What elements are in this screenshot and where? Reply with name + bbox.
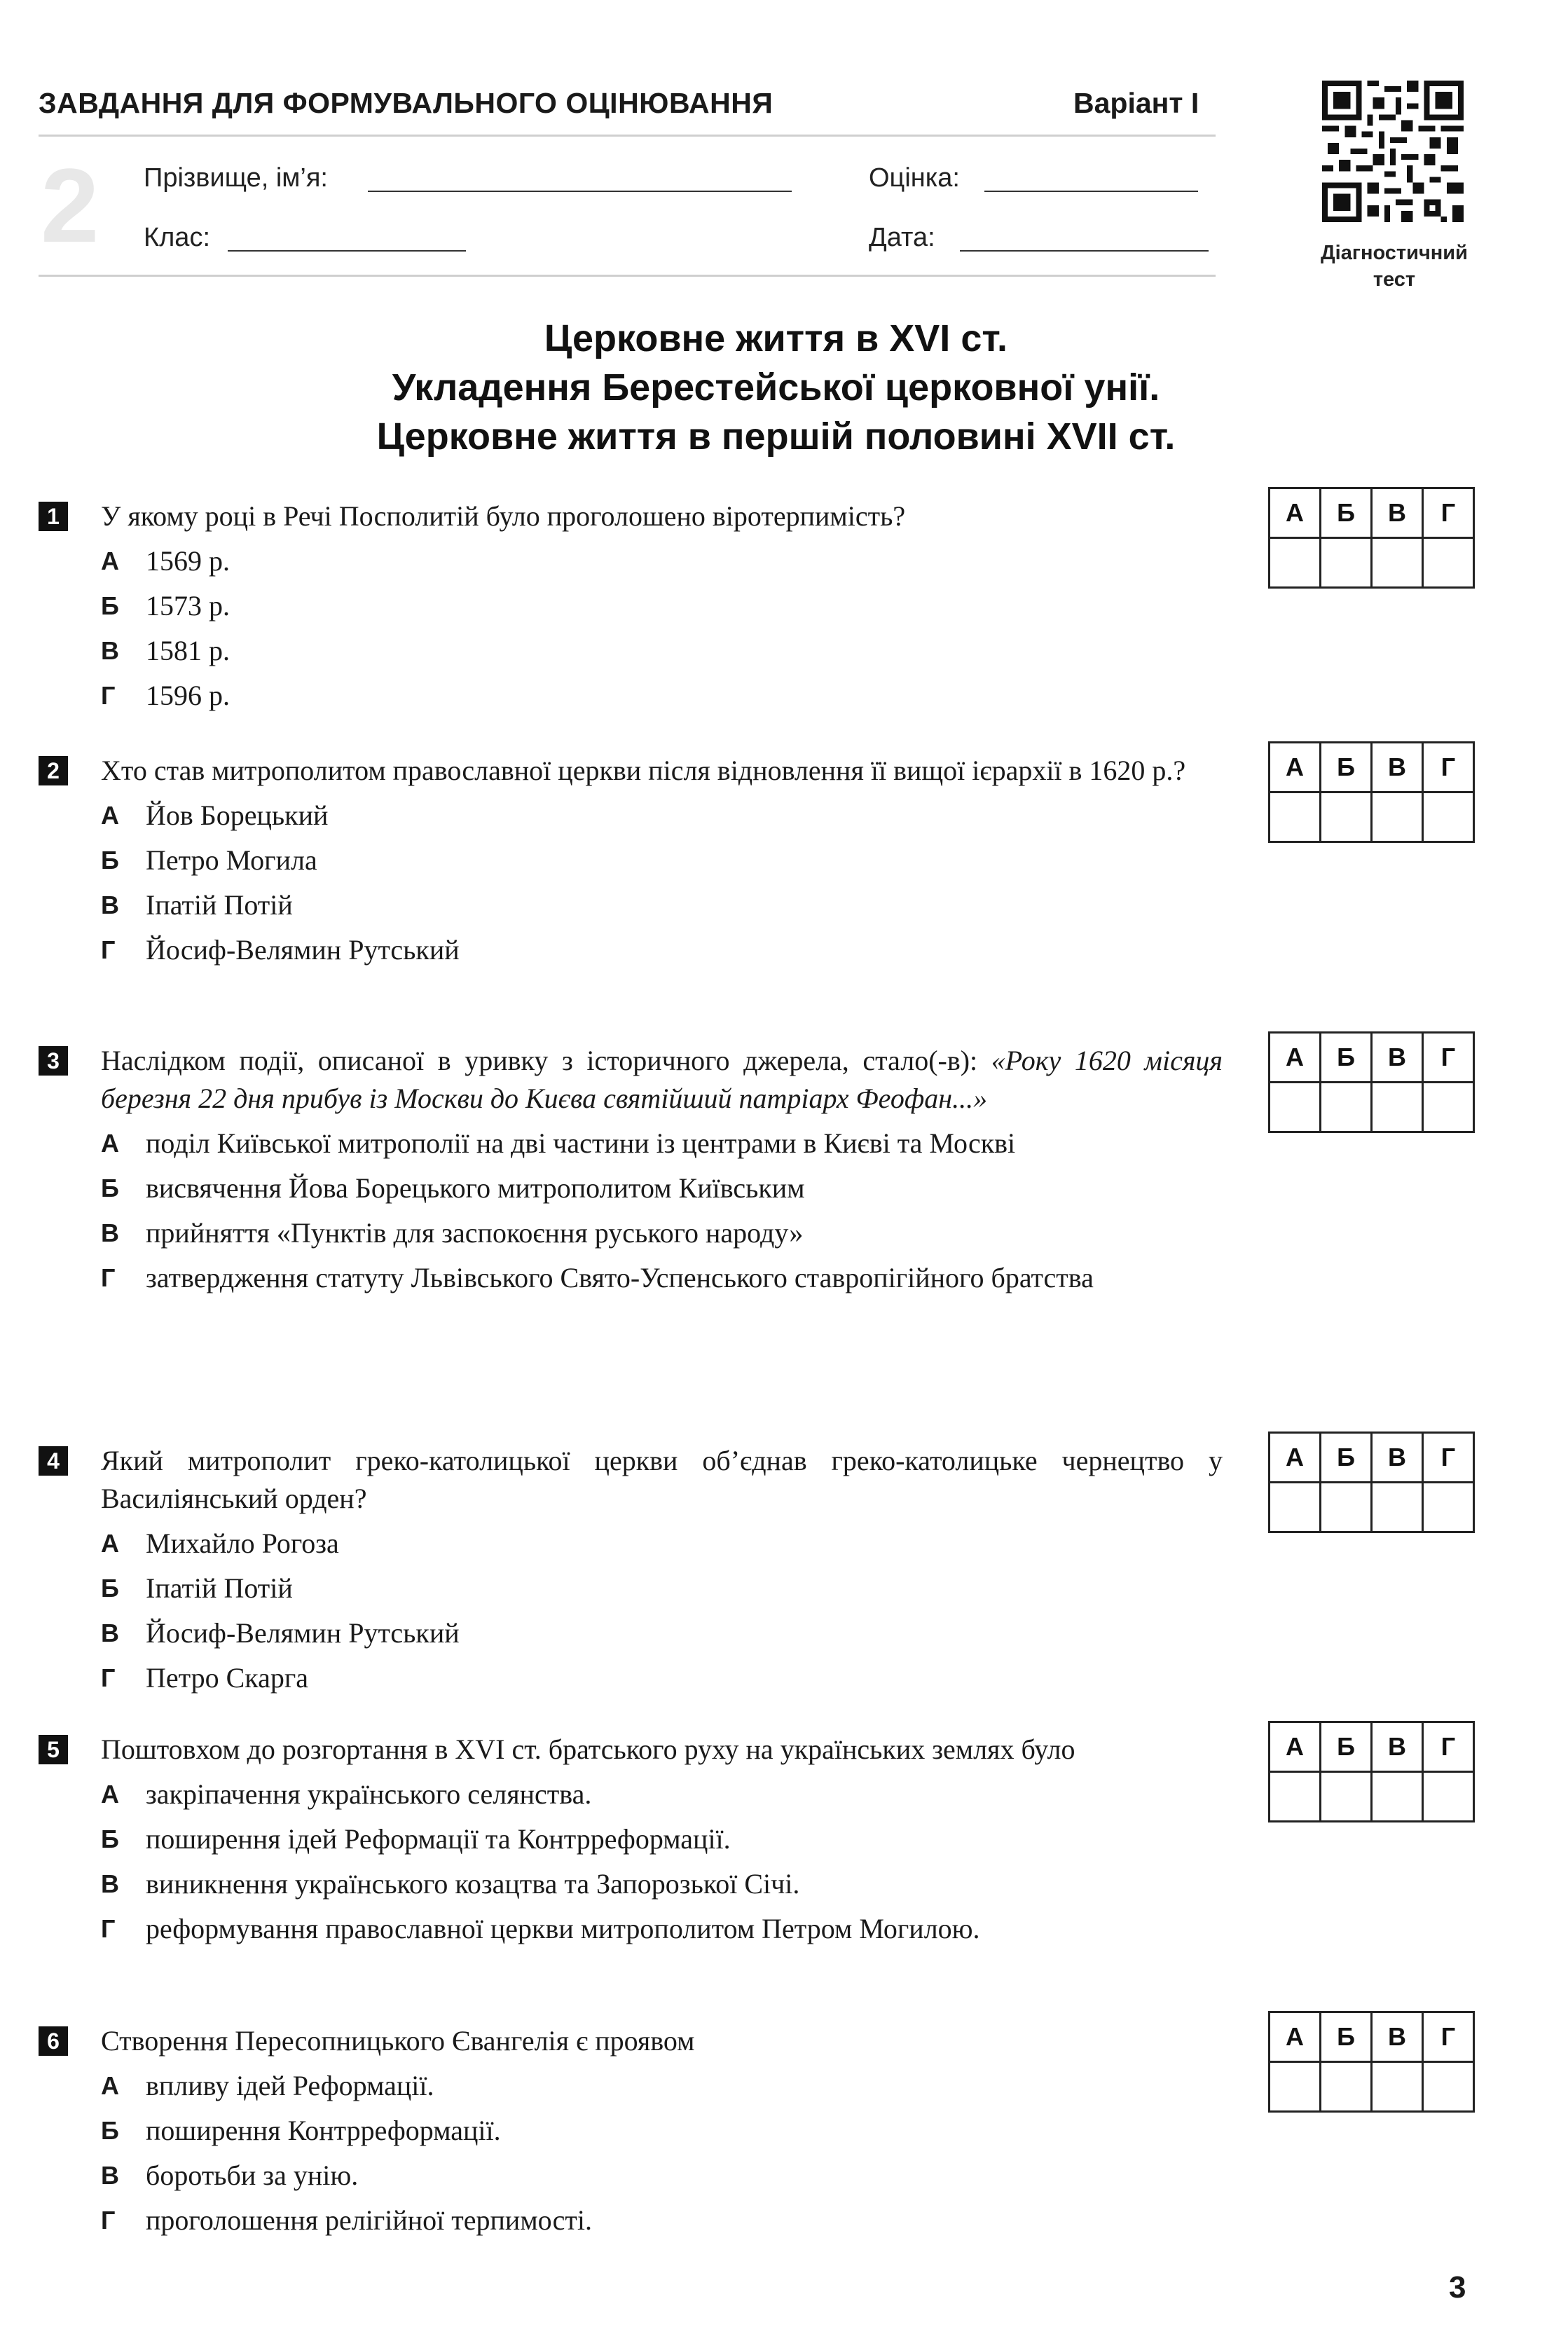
question-number: 2 <box>39 756 68 785</box>
option-letter: В <box>101 636 119 665</box>
option-letter: В <box>101 2161 119 2190</box>
question-4 <box>39 1442 1223 1697</box>
grid-header: А <box>1270 1033 1321 1083</box>
option-letter: А <box>101 1780 119 1808</box>
answer-option-b[interactable] <box>101 587 1223 625</box>
option-letter: В <box>101 1869 119 1898</box>
grid-header: А <box>1270 743 1321 792</box>
answer-cell[interactable] <box>1321 792 1372 842</box>
option-letter: Г <box>101 935 116 964</box>
question-6 <box>39 2022 1223 2239</box>
grid-header: Г <box>1423 743 1474 792</box>
option-text: проголошення релігійної терпимості. <box>146 2204 592 2236</box>
grid-header: В <box>1372 1722 1423 1772</box>
option-text: 1596 р. <box>146 680 230 711</box>
variant-label: Варіант І <box>1073 87 1199 119</box>
class-label: Клас: <box>144 223 210 252</box>
qr-caption-line: Діагностичний <box>1321 242 1468 264</box>
question-text: Хто став митрополитом православної церкви після відновлення її вищої ієрархії в 1620 р.? <box>101 755 1186 786</box>
option-letter: Б <box>101 1574 119 1602</box>
question-text: Створення Пересопницького Євангелія є проявом <box>101 2025 695 2057</box>
grid-header: Г <box>1423 1033 1474 1083</box>
answer-option-a[interactable] <box>101 1125 1223 1162</box>
option-text: 1581 р. <box>146 635 230 666</box>
option-text: 1573 р. <box>146 590 230 622</box>
grid-header: А <box>1270 1433 1321 1483</box>
worksheet-title: ЗАВДАННЯ ДЛЯ ФОРМУВАЛЬНОГО ОЦІНЮВАННЯ <box>39 87 773 119</box>
answer-option-a[interactable] <box>101 1776 1223 1813</box>
grid-header: Г <box>1423 1722 1474 1772</box>
question-number: 3 <box>39 1046 68 1076</box>
option-text: затвердження статуту Львівського Свято-Успенського ставропігійного братства <box>146 1262 1094 1293</box>
option-letter: В <box>101 891 119 919</box>
option-text: Йов Борецький <box>146 799 329 831</box>
question-text: Поштовхом до розгортання в XVI ст. братського руху на українських землях було <box>101 1733 1075 1765</box>
option-text: боротьби за унію. <box>146 2160 359 2191</box>
qr-code-icon[interactable] <box>1322 81 1464 222</box>
option-letter: А <box>101 1129 119 1158</box>
answer-cell[interactable] <box>1321 1083 1372 1132</box>
grid-header: Б <box>1321 2012 1372 2062</box>
option-letter: Б <box>101 591 119 620</box>
answer-option-b[interactable] <box>101 1169 1223 1207</box>
answer-option-c[interactable] <box>101 1214 1223 1252</box>
option-letter: В <box>101 1619 119 1647</box>
answer-grid-5 <box>1268 1721 1475 1822</box>
question-text: Який митрополит греко-католицької церкви об’єднав греко-католицьке чернецтво у Василіянський орден? <box>101 1445 1223 1514</box>
answer-option-a[interactable] <box>101 2067 1223 2105</box>
answer-grid-6 <box>1268 2011 1475 2113</box>
answer-cell[interactable] <box>1270 1772 1321 1822</box>
question-number: 1 <box>39 502 68 531</box>
grid-header: Г <box>1423 488 1474 538</box>
answer-cell[interactable] <box>1270 2062 1321 2112</box>
question-number: 4 <box>39 1446 68 1476</box>
answer-cell[interactable] <box>1372 792 1423 842</box>
option-text: Йосиф-Велямин Рутський <box>146 934 460 966</box>
grid-header: В <box>1372 488 1423 538</box>
option-text: закріпачення українського селянства. <box>146 1778 592 1810</box>
answer-option-d[interactable] <box>101 931 1223 969</box>
date-field[interactable] <box>960 250 1209 252</box>
answer-cell[interactable] <box>1321 2062 1372 2112</box>
option-letter: Г <box>101 1663 116 1692</box>
option-text: Іпатій Потій <box>146 1572 293 1604</box>
question-5 <box>39 1731 1223 1948</box>
answer-grid-2 <box>1268 741 1475 843</box>
answer-cell[interactable] <box>1423 2062 1474 2112</box>
source-quote: «Року 1620 місяця березня 22 дня прибув із Москви до Києва святійший патріарх Феофан...» <box>101 1045 1223 1114</box>
option-letter: Г <box>101 1263 116 1292</box>
option-text: Михайло Рогоза <box>146 1527 339 1559</box>
answer-option-c[interactable] <box>101 1614 1223 1652</box>
answer-cell[interactable] <box>1423 538 1474 588</box>
name-label: Прізвище, ім’я: <box>144 163 328 193</box>
grid-header: Б <box>1321 488 1372 538</box>
answer-option-d[interactable] <box>101 2202 1223 2239</box>
topic-line: Церковне життя в першій половині XVII ст. <box>376 416 1176 458</box>
answer-cell[interactable] <box>1423 1772 1474 1822</box>
topic-line: Церковне життя в XVI ст. <box>544 317 1008 359</box>
answer-option-c[interactable] <box>101 1865 1223 1903</box>
answer-option-b[interactable] <box>101 842 1223 879</box>
answer-cell[interactable] <box>1423 1083 1474 1132</box>
answer-grid-4 <box>1268 1432 1475 1533</box>
option-letter: А <box>101 1529 119 1558</box>
date-label: Дата: <box>869 223 935 252</box>
answer-grid-1 <box>1268 487 1475 589</box>
option-letter: Б <box>101 2116 119 2145</box>
answer-cell[interactable] <box>1372 1483 1423 1532</box>
grid-header: А <box>1270 1722 1321 1772</box>
answer-option-d[interactable] <box>101 1659 1223 1697</box>
header-bottom-divider <box>39 275 1216 277</box>
name-field[interactable] <box>368 191 792 192</box>
answer-grid-3 <box>1268 1031 1475 1133</box>
grid-header: В <box>1372 1033 1423 1083</box>
question-number: 6 <box>39 2026 68 2056</box>
answer-option-c[interactable] <box>101 2157 1223 2195</box>
answer-option-d[interactable] <box>101 1259 1223 1297</box>
answer-option-b[interactable] <box>101 1570 1223 1607</box>
option-letter: А <box>101 2071 119 2100</box>
option-letter: В <box>101 1218 119 1247</box>
grid-header: Б <box>1321 1433 1372 1483</box>
grade-field[interactable] <box>984 191 1198 192</box>
grid-header: Б <box>1321 743 1372 792</box>
option-text: прийняття «Пунктів для заспокоєння руського народу» <box>146 1217 804 1249</box>
question-prompt: Наслідком події, описаної в уривку з історичного джерела, стало(-в): <box>101 1045 978 1076</box>
qr-caption-line: тест <box>1373 268 1416 291</box>
answer-option-b[interactable] <box>101 1820 1223 1858</box>
header-divider <box>39 135 1216 137</box>
option-text: висвячення Йова Борецького митрополитом Київським <box>146 1172 805 1204</box>
class-field[interactable] <box>228 250 466 252</box>
grid-header: В <box>1372 743 1423 792</box>
page-number: 3 <box>1449 2270 1466 2305</box>
answer-cell[interactable] <box>1270 1483 1321 1532</box>
answer-cell[interactable] <box>1372 1083 1423 1132</box>
option-letter: Б <box>101 1174 119 1202</box>
option-text: впливу ідей Реформації. <box>146 2070 434 2101</box>
grid-header: А <box>1270 488 1321 538</box>
grid-header: Б <box>1321 1722 1372 1772</box>
answer-cell[interactable] <box>1423 1483 1474 1532</box>
option-text: Петро Скарга <box>146 1662 309 1694</box>
grid-header: Б <box>1321 1033 1372 1083</box>
answer-cell[interactable] <box>1372 2062 1423 2112</box>
answer-cell[interactable] <box>1321 538 1372 588</box>
option-letter: Б <box>101 846 119 874</box>
topic-line: Укладення Берестейської церковної унії. <box>392 366 1160 409</box>
option-text: поширення Контрреформації. <box>146 2115 501 2146</box>
grade-label: Оцінка: <box>869 163 960 193</box>
option-letter: Г <box>101 2206 116 2234</box>
answer-cell[interactable] <box>1372 538 1423 588</box>
question-number: 5 <box>39 1735 68 1764</box>
answer-cell[interactable] <box>1372 1772 1423 1822</box>
option-text: виникнення українського козацтва та Запорозької Січі. <box>146 1868 800 1900</box>
option-letter: А <box>101 547 119 575</box>
grid-header: В <box>1372 2012 1423 2062</box>
answer-cell[interactable] <box>1270 792 1321 842</box>
option-text: Йосиф-Велямин Рутський <box>146 1617 460 1649</box>
answer-option-c[interactable] <box>101 886 1223 924</box>
option-letter: А <box>101 801 119 830</box>
grid-header: В <box>1372 1433 1423 1483</box>
topic-title <box>98 314 1454 461</box>
grid-header: А <box>1270 2012 1321 2062</box>
question-2 <box>39 752 1223 969</box>
option-letter: Г <box>101 681 116 710</box>
question-text <box>101 1042 1223 1118</box>
question-3 <box>39 1042 1223 1297</box>
answer-cell[interactable] <box>1270 538 1321 588</box>
option-text: реформування православної церкви митрополитом Петром Могилою. <box>146 1913 980 1944</box>
answer-option-b[interactable] <box>101 2112 1223 2150</box>
answer-cell[interactable] <box>1321 1483 1372 1532</box>
answer-cell[interactable] <box>1270 1083 1321 1132</box>
answer-option-d[interactable] <box>101 1910 1223 1948</box>
option-letter: Г <box>101 1914 116 1943</box>
option-text: Петро Могила <box>146 844 317 876</box>
question-1 <box>39 497 1223 715</box>
answer-option-a[interactable] <box>101 797 1223 835</box>
qr-caption <box>1296 240 1492 293</box>
answer-cell[interactable] <box>1321 1772 1372 1822</box>
question-text: У якому році в Речі Посполитій було проголошено віротерпимість? <box>101 500 906 532</box>
worksheet-number: 2 <box>41 146 99 264</box>
grid-header: Г <box>1423 1433 1474 1483</box>
answer-option-a[interactable] <box>101 542 1223 580</box>
option-letter: Б <box>101 1825 119 1853</box>
option-text: поділ Київської митрополії на дві частини із центрами в Києві та Москві <box>146 1127 1016 1159</box>
answer-option-a[interactable] <box>101 1525 1223 1563</box>
option-text: поширення ідей Реформації та Контрреформації. <box>146 1823 731 1855</box>
answer-option-c[interactable] <box>101 632 1223 670</box>
option-text: 1569 р. <box>146 545 230 577</box>
grid-header: Г <box>1423 2012 1474 2062</box>
option-text: Іпатій Потій <box>146 889 293 921</box>
answer-option-d[interactable] <box>101 677 1223 715</box>
answer-cell[interactable] <box>1423 792 1474 842</box>
